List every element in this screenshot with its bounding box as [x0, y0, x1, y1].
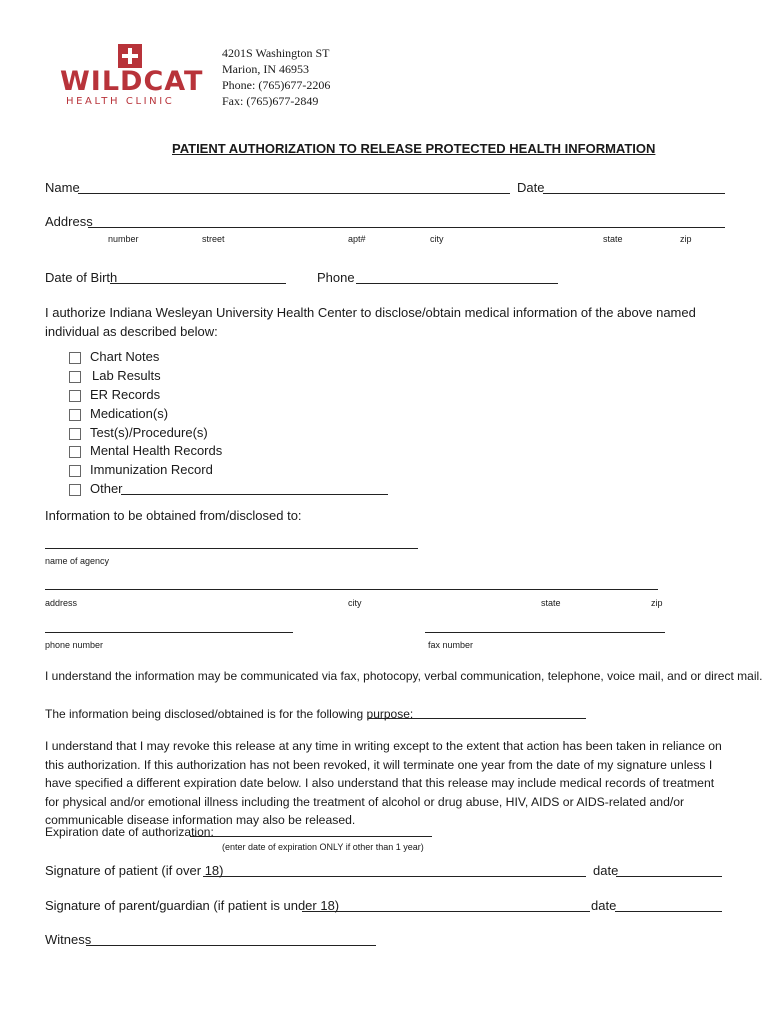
- checkbox-immunization-record[interactable]: [69, 465, 81, 477]
- checkbox-chart-notes[interactable]: [69, 352, 81, 364]
- date-label: Date: [517, 180, 545, 195]
- clinic-phone: Phone: (765)677-2206: [222, 78, 331, 92]
- recipient-state-hint: state: [541, 598, 561, 608]
- guardian-date-label: date: [591, 898, 617, 913]
- address-apt-hint: apt#: [348, 234, 366, 244]
- address-state-hint: state: [603, 234, 623, 244]
- recipient-fax-hint: fax number: [428, 640, 474, 650]
- witness-label: Witness: [45, 932, 92, 947]
- dob-label: Date of Birth: [45, 270, 118, 285]
- purpose-label: The information being disclosed/obtained is for the following purpose:: [45, 707, 414, 721]
- checkbox-other[interactable]: [69, 484, 81, 496]
- clinic-address-line2: Marion, IN 46953: [222, 62, 309, 76]
- name-field[interactable]: [78, 193, 510, 194]
- agency-field[interactable]: [45, 548, 418, 549]
- checkbox-medications[interactable]: [69, 409, 81, 421]
- patient-signature-label: Signature of patient (if over 18): [45, 863, 224, 878]
- recipient-zip-hint: zip: [651, 598, 663, 608]
- checkbox-er-records[interactable]: [69, 390, 81, 402]
- expiration-field[interactable]: [190, 836, 432, 837]
- authorize-statement: I authorize Indiana Wesleyan University Health Center to disclose/obtain medical information of the above named individual as described below:: [45, 305, 696, 339]
- name-label: Name: [45, 180, 80, 195]
- patient-date-field[interactable]: [616, 876, 722, 877]
- address-city-hint: city: [430, 234, 444, 244]
- guardian-signature-label: Signature of parent/guardian (if patient is under 18): [45, 898, 340, 913]
- checkbox-tests-procedures[interactable]: [69, 428, 81, 440]
- record-label: Lab Results: [92, 368, 161, 383]
- guardian-signature-field[interactable]: [302, 911, 590, 912]
- guardian-date-field[interactable]: [615, 911, 722, 912]
- recipient-address-field[interactable]: [45, 589, 658, 590]
- patient-signature-field[interactable]: [203, 876, 586, 877]
- recipient-heading: Information to be obtained from/disclosed to:: [45, 508, 302, 523]
- patient-date-label: date: [593, 863, 619, 878]
- logo-wordmark: WILDCAT: [60, 66, 204, 97]
- checkbox-mental-health-records[interactable]: [69, 446, 81, 458]
- address-field[interactable]: [88, 227, 725, 228]
- medical-cross-icon: [118, 44, 142, 68]
- record-label: ER Records: [90, 387, 161, 402]
- address-zip-hint: zip: [680, 234, 692, 244]
- record-label: Mental Health Records: [90, 443, 223, 458]
- record-label: Immunization Record: [90, 462, 213, 477]
- record-label: Test(s)/Procedure(s): [90, 425, 208, 440]
- phone-label: Phone: [317, 270, 355, 285]
- revoke-statement: I understand that I may revoke this release at any time in writing except to the extent that action has been taken in reliance on this authorization. If this authorization has not been revoked, it will terminate one year from the date of my signature unless I have specified a different expiration date below. I also understand that this release may include medical records of treatment for physical and/or emotional illness including the treatment of alcohol or drug abuse, HIV, AIDS or AIDS-related and/or communicable disease information may also be released.: [45, 739, 722, 827]
- recipient-phone-field[interactable]: [45, 632, 293, 633]
- logo-subtitle: HEALTH CLINIC: [66, 96, 175, 107]
- other-field[interactable]: [121, 494, 388, 495]
- expiration-label: Expiration date of authorization:: [45, 825, 214, 839]
- communication-statement: I understand the information may be communicated via fax, photocopy, verbal communication, telephone, voice mail, and or direct mail.: [45, 669, 763, 683]
- phone-field[interactable]: [356, 283, 558, 284]
- recipient-phone-hint: phone number: [45, 640, 104, 650]
- expiration-note: (enter date of expiration ONLY if other than 1 year): [222, 842, 424, 852]
- form-title: PATIENT AUTHORIZATION TO RELEASE PROTECTED HEALTH INFORMATION: [172, 141, 656, 156]
- agency-hint: name of agency: [45, 556, 110, 566]
- clinic-address-line1: 4201S Washington ST: [222, 46, 330, 60]
- dob-field[interactable]: [110, 283, 286, 284]
- clinic-fax: Fax: (765)677-2849: [222, 94, 319, 108]
- witness-field[interactable]: [86, 945, 376, 946]
- recipient-fax-field[interactable]: [425, 632, 665, 633]
- address-street-hint: street: [202, 234, 225, 244]
- address-number-hint: number: [108, 234, 139, 244]
- recipient-city-hint: city: [348, 598, 362, 608]
- record-label: Other: [90, 481, 123, 496]
- record-label: Chart Notes: [90, 349, 160, 364]
- purpose-field[interactable]: [368, 718, 586, 719]
- recipient-address-hint: address: [45, 598, 78, 608]
- checkbox-lab-results[interactable]: [69, 371, 81, 383]
- date-field[interactable]: [543, 193, 725, 194]
- record-label: Medication(s): [90, 406, 169, 421]
- address-label: Address: [45, 214, 93, 229]
